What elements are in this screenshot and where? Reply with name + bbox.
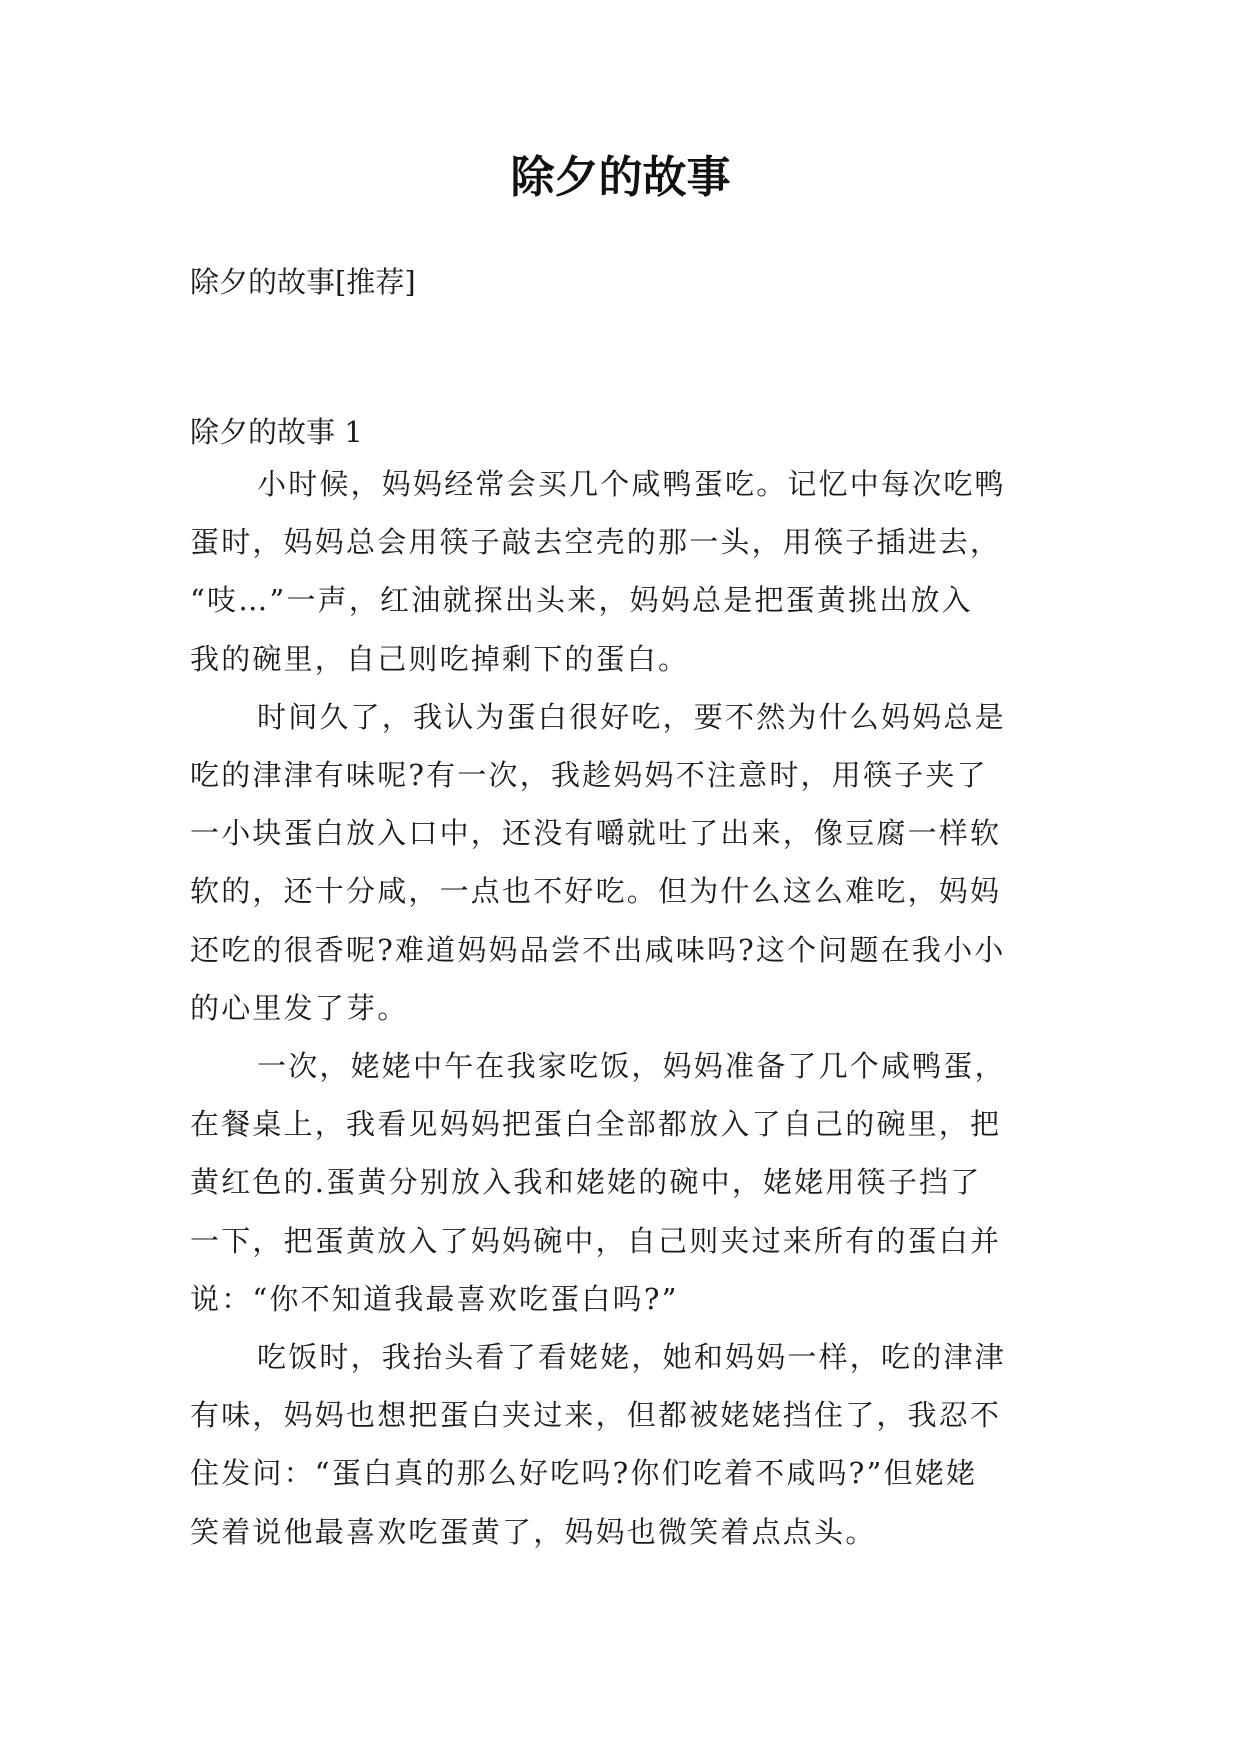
text-line: 有味，妈妈也想把蛋白夹过来，但都被姥姥挡住了，我忍不: [190, 1398, 1002, 1432]
text-line: 一小块蛋白放入口中，还没有嚼就吐了出来，像豆腐一样软: [190, 816, 1002, 850]
text-line: 住发问：“蛋白真的那么好吃吗?你们吃着不咸吗?”但姥姥: [190, 1456, 978, 1490]
document-subtitle: 除夕的故事[推荐]: [190, 265, 416, 299]
text-line: 黄红色的.蛋黄分别放入我和姥姥的碗中，姥姥用筷子挡了: [190, 1165, 982, 1199]
text-line: 的心里发了芽。: [190, 991, 409, 1025]
text-line: 说：“你不知道我最喜欢吃蛋白吗?”: [190, 1282, 679, 1316]
text-line: 笑着说他最喜欢吃蛋黄了，妈妈也微笑着点点头。: [190, 1515, 877, 1549]
text-line: 我的碗里，自己则吃掉剩下的蛋白。: [190, 642, 690, 676]
document-title: 除夕的故事: [510, 152, 731, 203]
section-heading: 除夕的故事 1: [190, 415, 363, 449]
text-line: 软的，还十分咸，一点也不好吃。但为什么这么难吃，妈妈: [190, 874, 1002, 908]
text-line: 一次，姥姥中午在我家吃饭，妈妈准备了几个咸鸭蛋，: [257, 1049, 1006, 1083]
text-line: 吃饭时，我抬头看了看姥姥，她和妈妈一样，吃的津津: [257, 1340, 1006, 1374]
text-line: 蛋时，妈妈总会用筷子敲去空壳的那一头，用筷子插进去，: [190, 525, 1002, 559]
text-line: 吃的津津有味呢?有一次，我趁妈妈不注意时，用筷子夹了: [190, 758, 988, 792]
text-line: 时间久了，我认为蛋白很好吃，要不然为什么妈妈总是: [257, 700, 1006, 734]
text-line: 一下，把蛋黄放入了妈妈碗中，自己则夹过来所有的蛋白并: [190, 1224, 1002, 1258]
text-line: 小时候，妈妈经常会买几个咸鸭蛋吃。记忆中每次吃鸭: [257, 467, 1006, 501]
text-line: “吱…”一声，红油就探出头来，妈妈总是把蛋黄挑出放入: [190, 583, 973, 617]
text-line: 在餐桌上，我看见妈妈把蛋白全部都放入了自己的碗里，把: [190, 1107, 1002, 1141]
text-line: 还吃的很香呢?难道妈妈品尝不出咸味吗?这个问题在我小小: [190, 933, 1006, 967]
